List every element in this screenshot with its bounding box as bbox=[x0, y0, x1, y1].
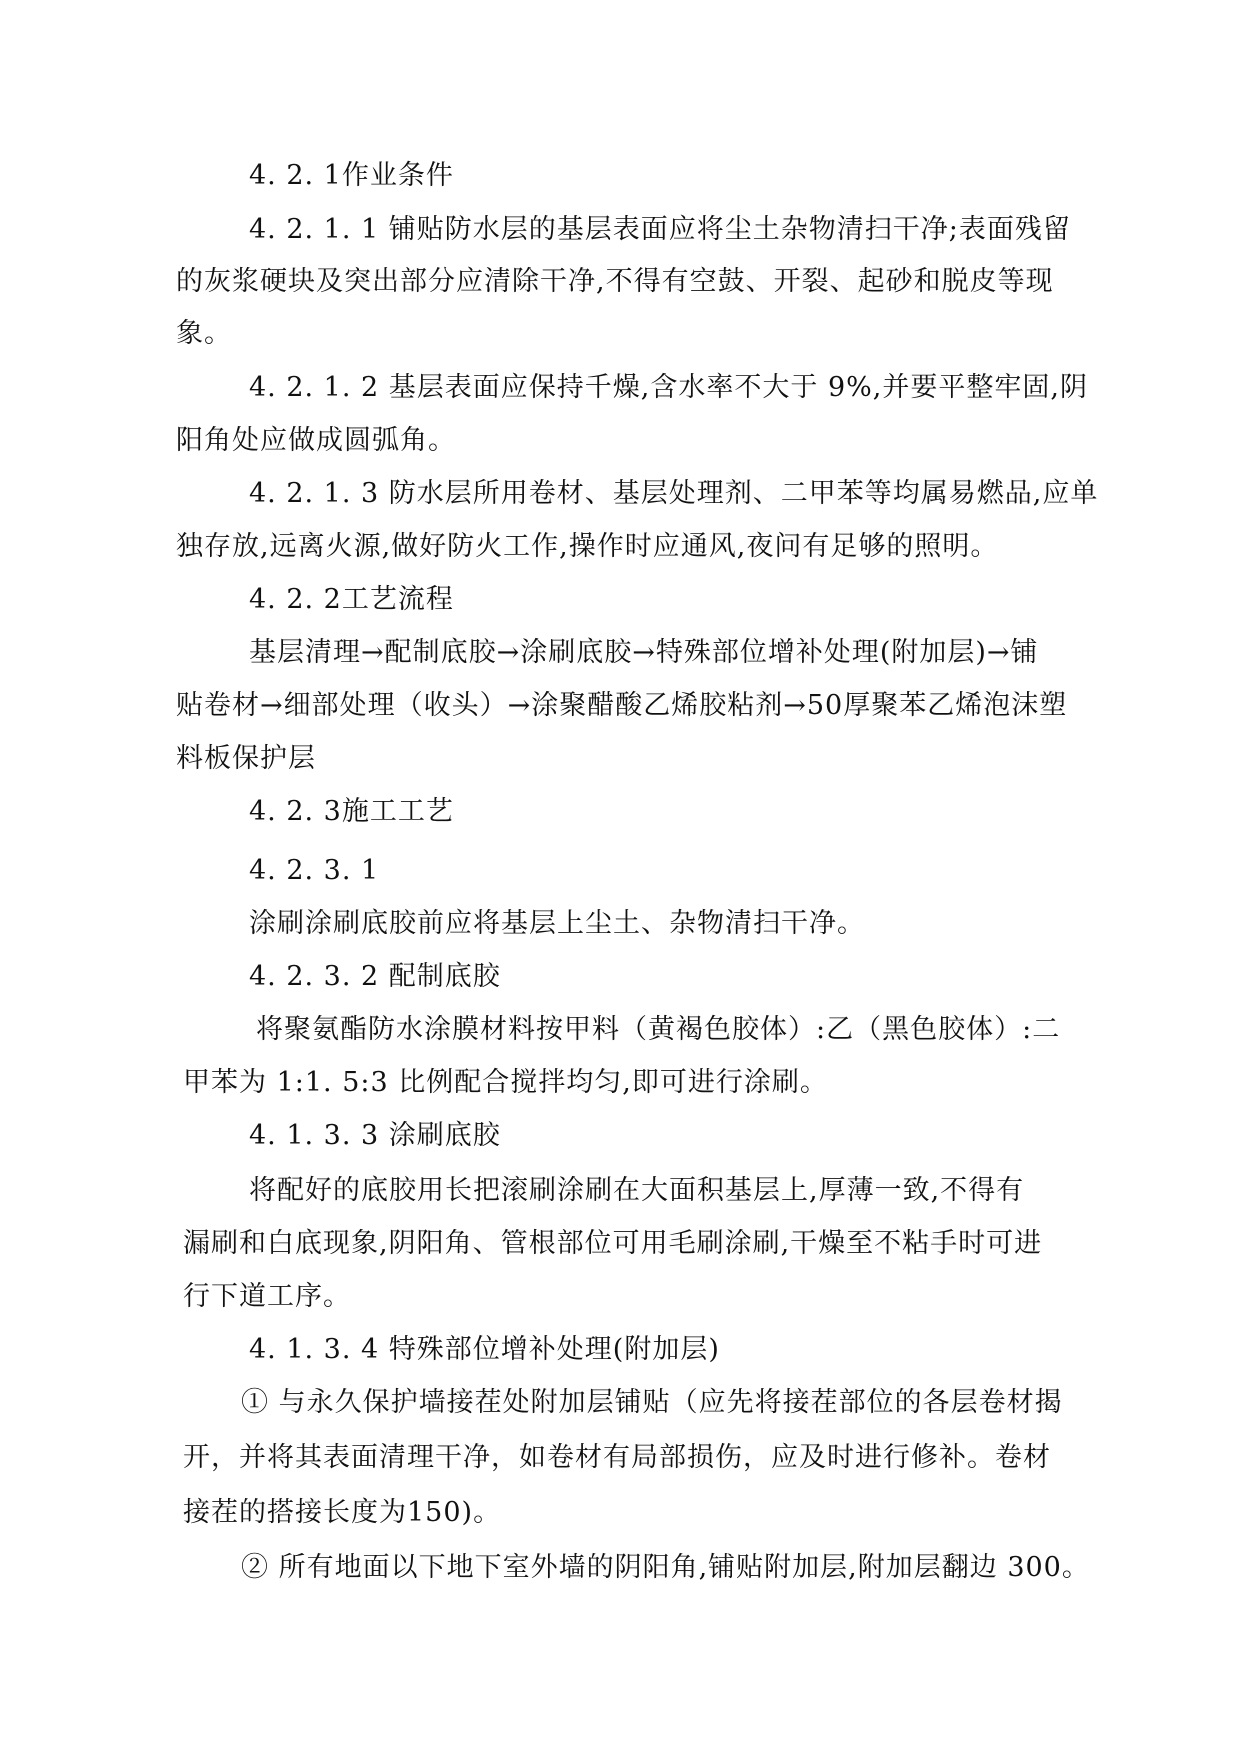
paragraph-line: 将聚氨酯防水涂膜材料按甲料（黄褐色胶体）:乙（黑色胶体）:二 bbox=[256, 1014, 1061, 1045]
paragraph-line: 独存放,远离火源,做好防火工作,操作时应通风,夜问有足够的照明。 bbox=[176, 531, 999, 562]
paragraph-line: 4. 2. 1. 2 基层表面应保持千燥,含水率不大于 9%,并要平整牢固,阴 bbox=[249, 372, 1088, 403]
paragraph-line: 甲苯为 1:1. 5:3 比例配合搅拌均匀,即可进行涂刷。 bbox=[183, 1067, 828, 1098]
paragraph-line: 的灰浆硬块及突出部分应清除干净,不得有空鼓、开裂、起砂和脱皮等现 bbox=[176, 266, 1054, 297]
paragraph-line: 料板保护层 bbox=[176, 743, 316, 774]
section-heading-4-1-3-4: 4. 1. 3. 4 特殊部位增补处理(附加层) bbox=[249, 1334, 720, 1365]
paragraph-line: 将配好的底胶用长把滚刷涂刷在大面积基层上,厚薄一致,不得有 bbox=[249, 1175, 1025, 1206]
section-heading-4-2-3: 4. 2. 3施工工艺 bbox=[249, 796, 454, 827]
paragraph-line: 象。 bbox=[176, 318, 232, 349]
list-item-2: ② 所有地面以下地下室外墙的阴阳角,铺贴附加层,附加层翻边 300。 bbox=[241, 1552, 1090, 1583]
paragraph-line: 4. 2. 1. 1 铺贴防水层的基层表面应将尘土杂物清扫干净;表面残留 bbox=[249, 214, 1071, 245]
paragraph-line: 开，并将其表面清理干净，如卷材有局部损伤，应及时进行修补。卷材 bbox=[183, 1442, 1051, 1473]
section-heading-4-2-2: 4. 2. 2工艺流程 bbox=[249, 584, 454, 615]
paragraph-line: 行下道工序。 bbox=[183, 1281, 351, 1312]
paragraph-line: 基层清理→配制底胶→涂刷底胶→特殊部位增补处理(附加层)→铺 bbox=[249, 637, 1039, 668]
paragraph-line: 贴卷材→细部处理（收头）→涂聚醋酸乙烯胶粘剂→50厚聚苯乙烯泡沫塑 bbox=[176, 690, 1068, 721]
paragraph-line: 接茬的搭接长度为150)。 bbox=[183, 1497, 502, 1528]
section-heading-4-1-3-3: 4. 1. 3. 3 涂刷底胶 bbox=[249, 1120, 501, 1151]
paragraph-line: 阳角处应做成圆弧角。 bbox=[176, 425, 456, 456]
section-heading-4-2-3-2: 4. 2. 3. 2 配制底胶 bbox=[249, 961, 501, 992]
list-item-1: ① 与永久保护墙接茬处附加层铺贴（应先将接茬部位的各层卷材揭 bbox=[241, 1387, 1063, 1418]
paragraph-line: 4. 2. 1. 3 防水层所用卷材、基层处理剂、二甲苯等均属易燃品,应单 bbox=[249, 478, 1099, 509]
section-heading-4-2-1: 4. 2. 1作业条件 bbox=[249, 160, 454, 191]
paragraph-line: 漏刷和白底现象,阴阳角、管根部位可用毛刷涂刷,干燥至不粘手时可进 bbox=[183, 1228, 1043, 1259]
paragraph-line: 涂刷涂刷底胶前应将基层上尘土、杂物清扫干净。 bbox=[249, 908, 865, 939]
section-heading-4-2-3-1: 4. 2. 3. 1 bbox=[249, 855, 380, 886]
